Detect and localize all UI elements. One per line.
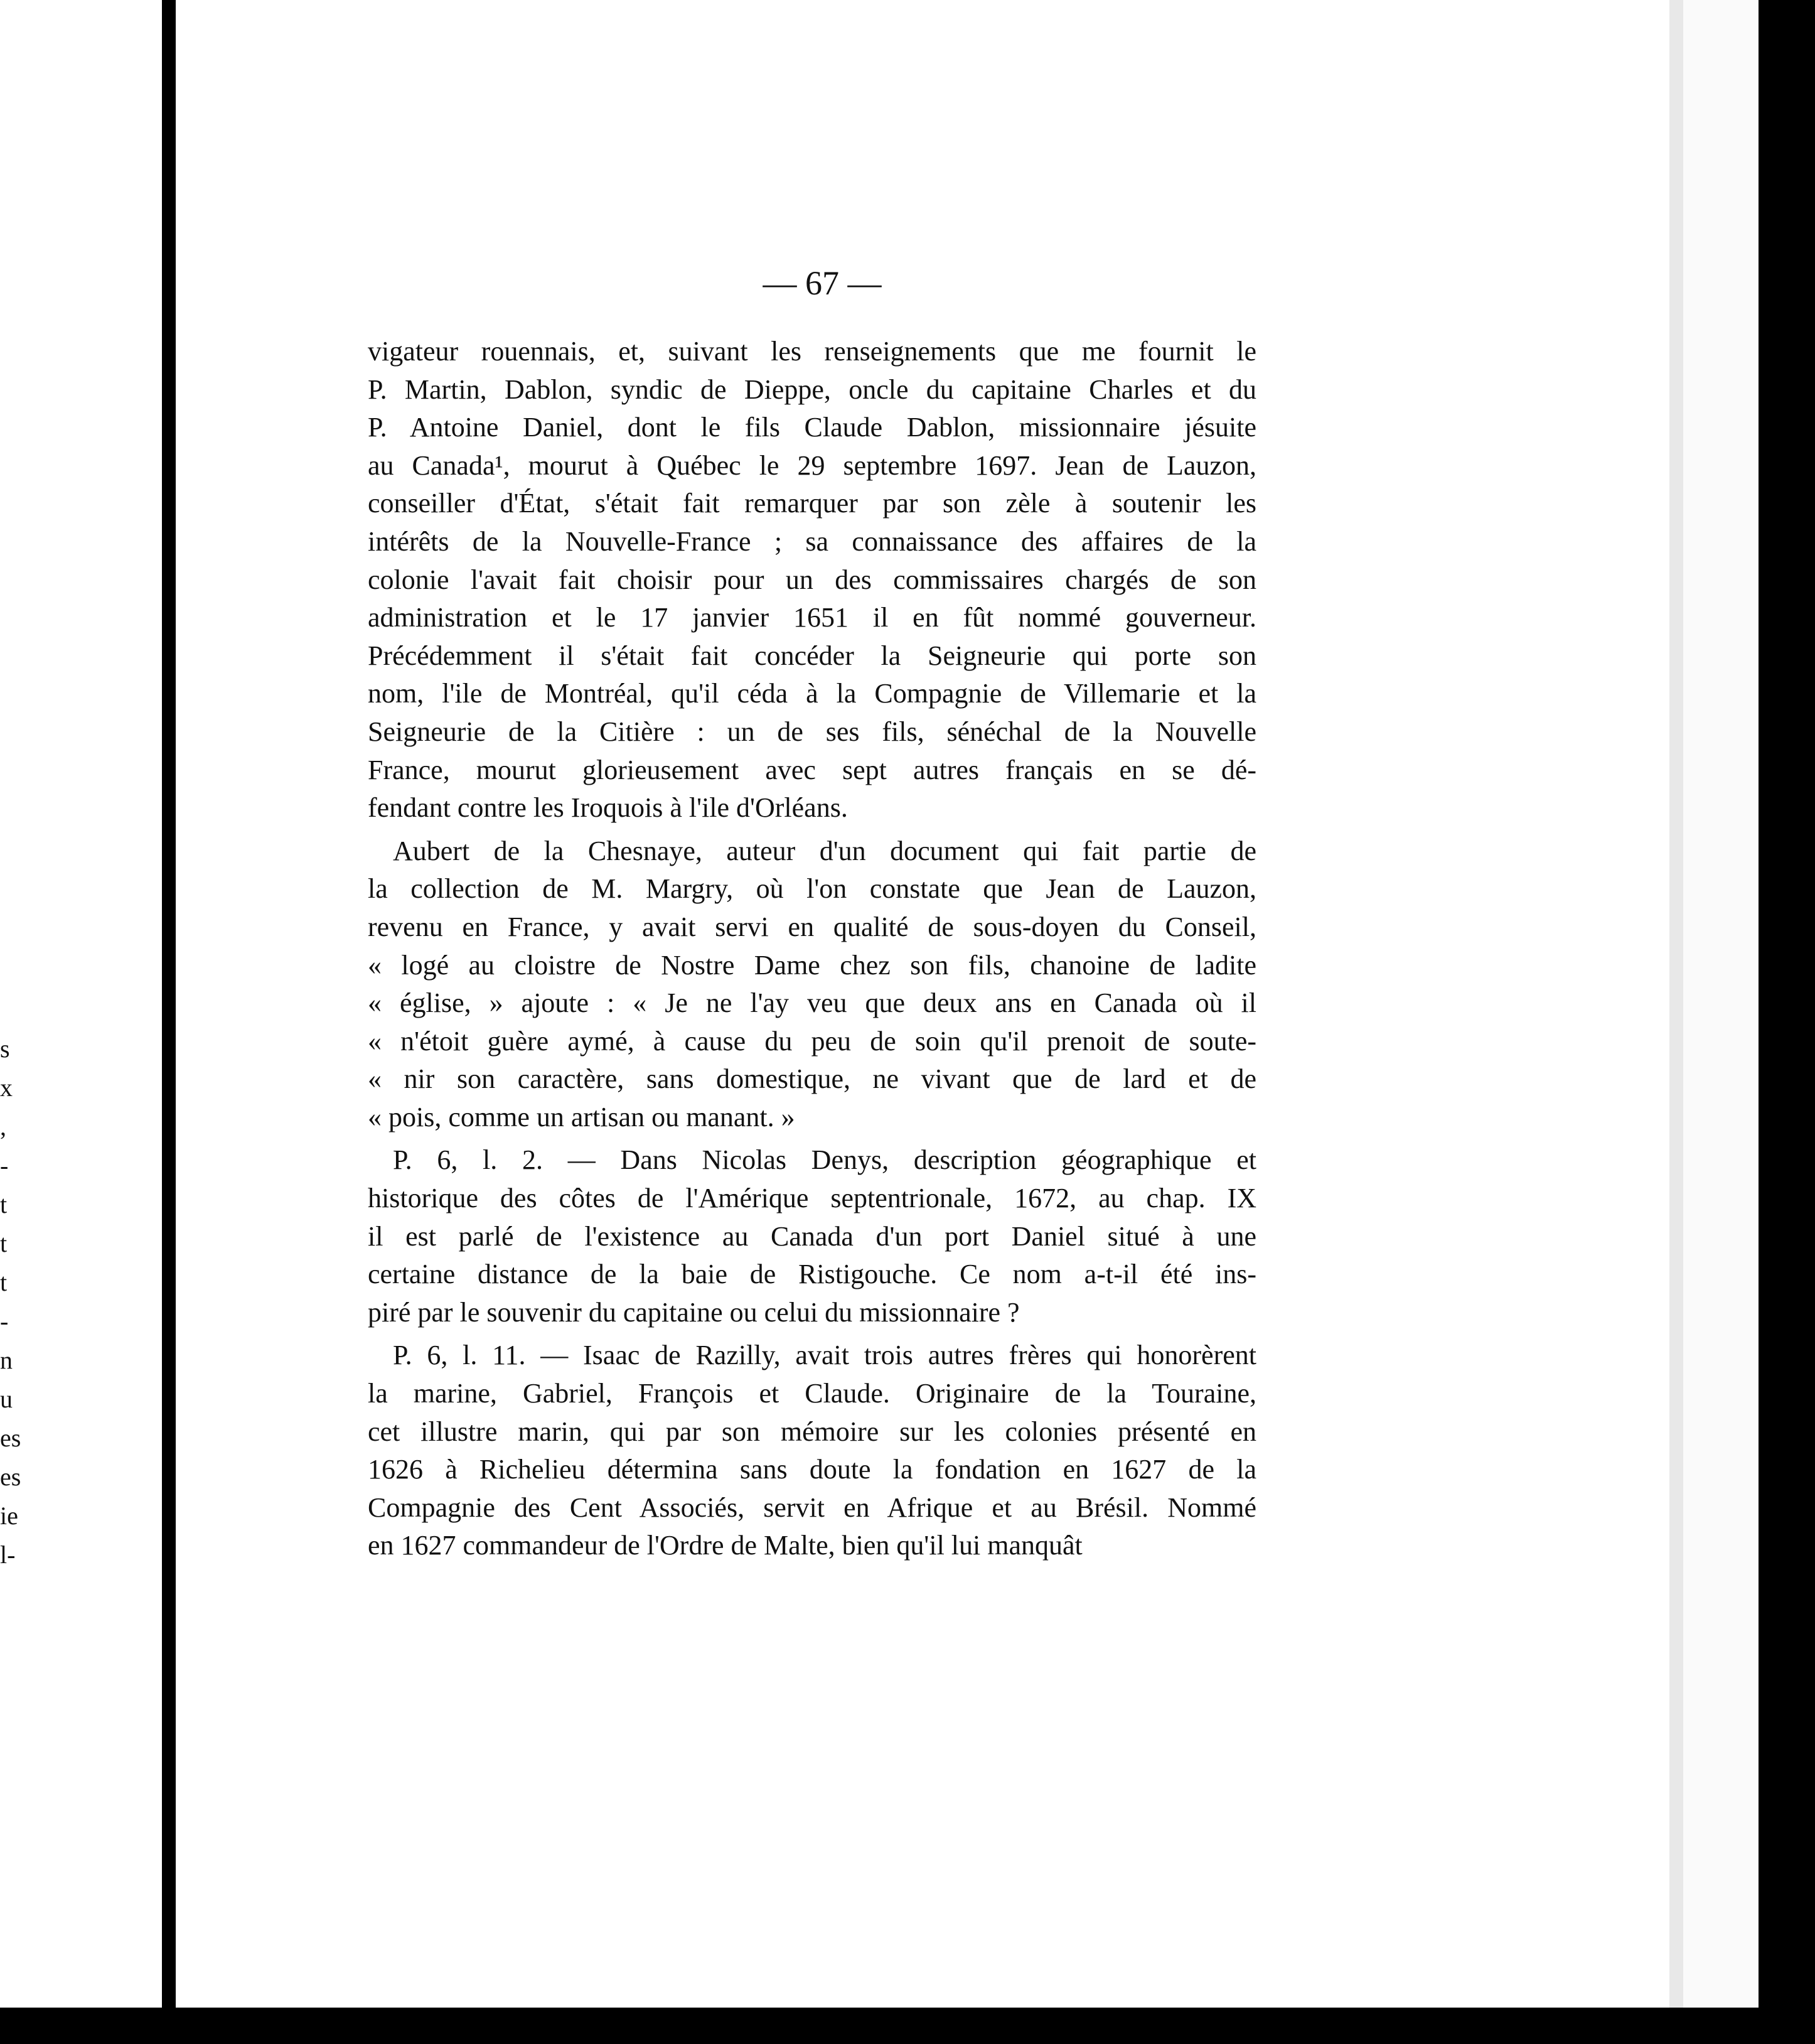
paragraph-p4 <box>368 1337 1256 1565</box>
text-line: colonie l'avait fait choisir pour un des commissaires chargés de son <box>368 564 1256 595</box>
text-line: Compagnie des Cent Associés, servit en Afrique et au Brésil. Nommé <box>368 1492 1256 1523</box>
text-line: « église, » ajoute : « Je ne l'ay veu que deux ans en Canada où il <box>368 987 1256 1019</box>
text-line: en 1627 commandeur de l'Ordre de Malte, bien qu'il lui manquât <box>368 1530 1083 1561</box>
text-line: Aubert de la Chesnaye, auteur d'un document qui fait partie de <box>393 835 1256 866</box>
text-line: P. Martin, Dablon, syndic de Dieppe, oncle du capitaine Charles et du <box>368 374 1256 405</box>
text-line: fendant contre les Iroquois à l'ile d'Orléans. <box>368 792 848 824</box>
text-line: « nir son caractère, sans domestique, ne vivant que de lard et de <box>368 1063 1256 1095</box>
text-line: 1626 à Richelieu détermina sans doute la fondation en 1627 de la <box>368 1454 1256 1485</box>
left-page-fragment: es <box>0 1424 21 1452</box>
text-line: la collection de M. Margry, où l'on constate que Jean de Lauzon, <box>368 873 1256 905</box>
left-page-fragment: t <box>0 1190 8 1218</box>
text-line: « n'étoit guère aymé, à cause du peu de soin qu'il prenoit de soute- <box>368 1025 1256 1057</box>
left-page-fragment: l- <box>0 1541 16 1569</box>
text-line: administration et le 17 janvier 1651 il en fût nommé gouverneur. <box>368 602 1256 633</box>
paragraph-p3 <box>368 1141 1256 1331</box>
page-number: — 67 — <box>763 264 882 302</box>
text-line: P. Antoine Daniel, dont le fils Claude Dablon, missionnaire jésuite <box>368 412 1256 443</box>
left-page-fragment: n <box>0 1346 13 1374</box>
text-line: intérêts de la Nouvelle-France ; sa connaissance des affaires de la <box>368 525 1256 557</box>
left-page-fragment: t <box>0 1268 8 1296</box>
text-line: Seigneurie de la Citière : un de ses fils, sénéchal de la Nouvelle <box>368 716 1256 747</box>
book-gutter <box>162 0 176 2008</box>
body-text <box>368 333 1256 1565</box>
left-page-fragments <box>0 1030 25 1574</box>
text-line: « logé au cloistre de Nostre Dame chez son fils, chanoine de ladite <box>368 949 1256 981</box>
paragraph-gap <box>368 1136 1256 1141</box>
paragraph-gap <box>368 827 1256 832</box>
left-page-fragment: ie <box>0 1502 18 1530</box>
text-line: P. 6, l. 2. — Dans Nicolas Denys, description géographique et <box>393 1144 1256 1176</box>
left-page-fragment: u <box>0 1385 13 1413</box>
left-page-fragment: x <box>0 1073 13 1102</box>
left-page-edge <box>0 0 162 2008</box>
paragraph-gap <box>368 1331 1256 1337</box>
left-page-fragment: t <box>0 1229 8 1257</box>
paragraph-p2 <box>368 832 1256 1137</box>
text-line: piré par le souvenir du capitaine ou celui du missionnaire ? <box>368 1296 1020 1328</box>
left-page-fragment: - <box>0 1151 9 1180</box>
text-line: cet illustre marin, qui par son mémoire sur les colonies présenté en <box>368 1416 1256 1447</box>
page-edge-right <box>1669 0 1683 2008</box>
text-line: certaine distance de la baie de Ristigouche. Ce nom a-t-il été ins- <box>368 1259 1256 1290</box>
left-page-fragment: es <box>0 1463 21 1491</box>
text-line: nom, l'ile de Montréal, qu'il céda à la Compagnie de Villemarie et la <box>368 678 1256 709</box>
left-page-fragment: s <box>0 1035 10 1063</box>
left-page-fragment: - <box>0 1307 9 1335</box>
text-line: P. 6, l. 11. — Isaac de Razilly, avait trois autres frères qui honorèrent <box>393 1340 1256 1371</box>
left-page-fragment: , <box>0 1112 6 1141</box>
text-line: vigateur rouennais, et, suivant les renseignements que me fournit le <box>368 336 1256 367</box>
next-leaf-edge <box>1683 0 1759 2008</box>
text-line: France, mourut glorieusement avec sept autres français en se dé- <box>368 754 1256 785</box>
text-line: Précédemment il s'était fait concéder la Seigneurie qui porte son <box>368 640 1256 671</box>
text-line: la marine, Gabriel, François et Claude. Originaire de la Touraine, <box>368 1378 1256 1409</box>
text-line: il est parlé de l'existence au Canada d'un port Daniel situé à une <box>368 1220 1256 1252</box>
paragraph-p1 <box>368 333 1256 827</box>
text-line: conseiller d'État, s'était fait remarquer par son zèle à soutenir les <box>368 488 1256 519</box>
text-line: historique des côtes de l'Amérique septentrionale, 1672, au chap. IX <box>368 1183 1256 1214</box>
text-line: revenu en France, y avait servi en qualité de sous-doyen du Conseil, <box>368 911 1256 942</box>
text-line: « pois, comme un artisan ou manant. » <box>368 1101 795 1132</box>
text-line: au Canada¹, mourut à Québec le 29 septembre 1697. Jean de Lauzon, <box>368 449 1256 481</box>
